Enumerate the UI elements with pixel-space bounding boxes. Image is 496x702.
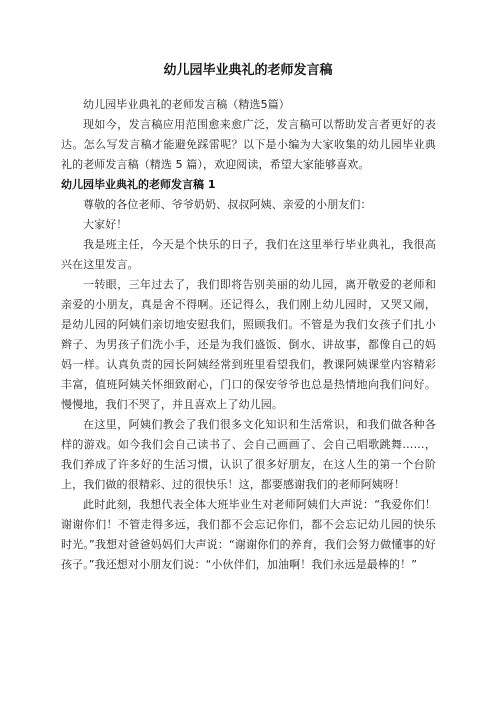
- intro-title-line: 幼儿园毕业典礼的老师发言稿（精选5篇）: [83, 98, 290, 111]
- speech-hello: 大家好！: [83, 218, 128, 231]
- speech-paragraph: 一转眼，三年过去了，我们即将告别美丽的幼儿园，离开敬爱的老师和亲爱的小朋友，真是舍不得啊。还记得么，我们刚上幼儿园时，又哭又闹，是幼儿园的阿姨们亲切地安慰我们，照顾我们。不管是为我们女孩子们扎小辫子、为男孩子们洗小手，还是为我们盛饭、倒水、讲故事，都像自己的妈妈一样。认真负责的园长阿姨经常到班里看望我们，教课阿姨课堂内容精彩丰富，值班阿姨关怀细致耐心，门口的保安爷爷也总是热情地向我们问好。慢慢地，我们不哭了，并且喜欢上了幼儿园。: [61, 278, 436, 411]
- speech-paragraph: 在这里，阿姨们教会了我们很多文化知识和生活常识，和我们做各种各样的游戏。如今我们会自己读书了、会自己画画了、会自己唱歌跳舞……，我们养成了许多好的生活习惯，认识了很多好朋友，在这人生的第一个台阶上，我们做的很精彩、过的很快乐！这，都要感谢我们的老师阿姨呀！: [61, 418, 436, 491]
- intro-paragraph: 现如今，发言稿应用范围愈来愈广泛，发言稿可以帮助发言者更好的表达。怎么写发言稿才能避免踩雷呢？以下是小编为大家收集的幼儿园毕业典礼的老师发言稿（精选 5 篇），欢迎阅读，希望大家能够喜欢。: [61, 118, 436, 171]
- section-heading: 幼儿园毕业典礼的老师发言稿 1: [61, 178, 216, 191]
- speech-greeting: 尊敬的各位老师、爷爷奶奶、叔叔阿姨、亲爱的小朋友们：: [83, 198, 372, 211]
- speech-paragraph: 我是班主任，今天是个快乐的日子，我们在这里举行毕业典礼，我很高兴在这里发言。: [61, 238, 436, 271]
- document-title: 幼儿园毕业典礼的老师发言稿: [163, 63, 333, 78]
- speech-paragraph: 此时此刻，我想代表全体大班毕业生对老师阿姨们大声说：“我爱你们！谢谢你们！不管走得多远，我们都不会忘记你们，都不会忘记幼儿园的快乐时光。”我想对爸爸妈妈们大声说：“谢谢你们的养育，我们会努力做懂事的好孩子。”我还想对小朋友们说：“小伙伴们，加油啊！我们永远是最棒的！”: [61, 498, 436, 571]
- document-body: [61, 95, 436, 575]
